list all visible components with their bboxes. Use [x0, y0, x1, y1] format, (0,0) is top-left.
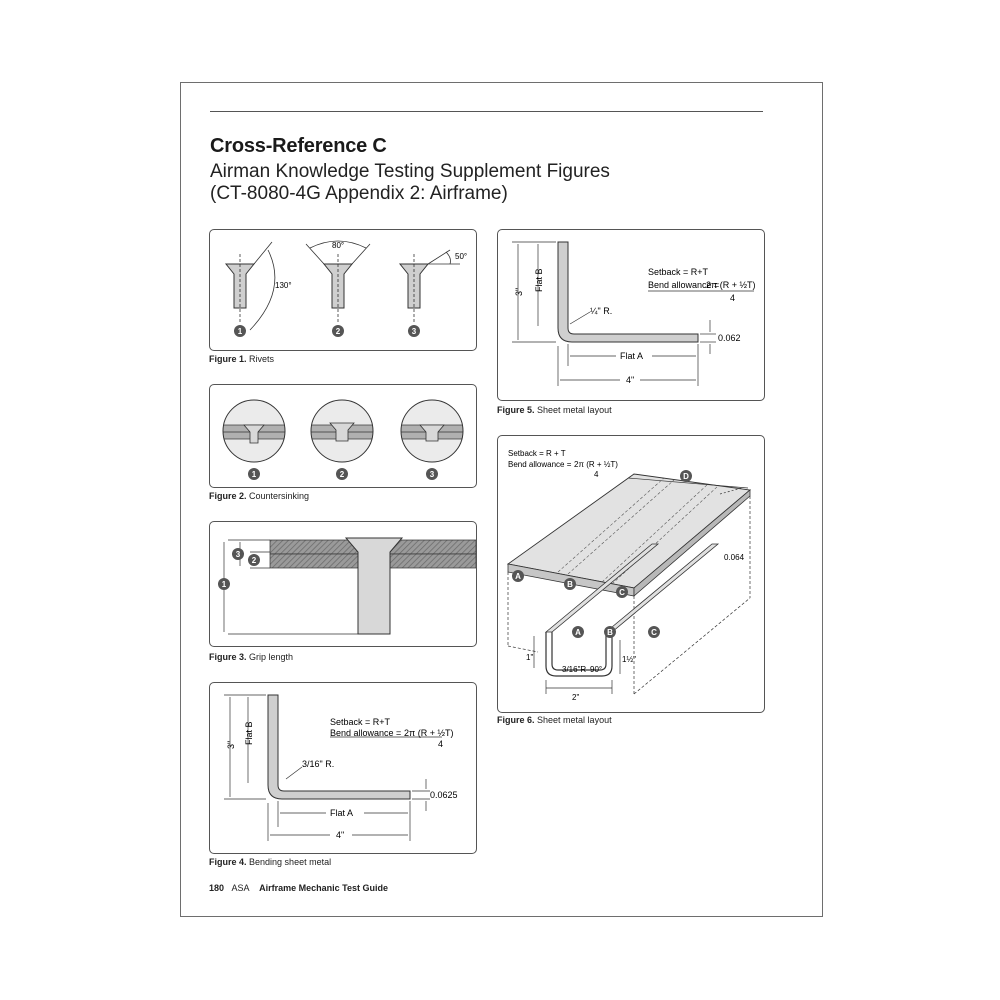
svg-text:2: 2 — [339, 470, 345, 479]
fig6-marker-a-bottom — [572, 626, 584, 638]
subtitle-line-2: (CT-8080-4G Appendix 2: Airframe) — [210, 183, 508, 204]
fig4-radius: 3/16" R. — [302, 759, 335, 769]
svg-text:3: 3 — [411, 327, 417, 336]
fig6-depth: 1½" — [622, 655, 636, 664]
figure-1-rivets — [209, 229, 477, 351]
fig5-setback: Setback = R+T — [648, 267, 709, 277]
fig6-angle: 90° — [590, 665, 603, 674]
fig4-setback: Setback = R+T — [330, 717, 391, 727]
fig6-thickness: 0.064 — [724, 553, 745, 562]
fig6-marker-a-top — [512, 570, 524, 582]
fig5-thickness: 0.062 — [718, 333, 741, 343]
svg-text:C: C — [619, 588, 625, 597]
fig4-flat-b: Flat B — [244, 721, 254, 745]
fig6-marker-b-top — [564, 578, 576, 590]
figure-6-sheet-metal-layout — [497, 435, 765, 713]
svg-text:3: 3 — [429, 470, 435, 479]
svg-text:B: B — [607, 628, 613, 637]
fig1-angle-130: 130° — [275, 281, 292, 290]
fig4-thickness: 0.0625 — [430, 790, 458, 800]
subtitle-line-1: Airman Knowledge Testing Supplement Figures — [210, 161, 610, 182]
fig6-radius: 3/16"R — [562, 665, 587, 674]
figure-1-caption: Figure 1. Rivets — [209, 354, 275, 364]
fig3-marker-1 — [218, 578, 230, 590]
svg-text:1: 1 — [221, 580, 227, 589]
fig2-marker-2 — [336, 468, 348, 480]
figure-1-drawing — [210, 230, 476, 350]
fig5-bend-allowance: Bend allowance = — [648, 280, 720, 290]
figure-4-drawing — [210, 683, 476, 853]
svg-text:C: C — [651, 628, 657, 637]
fig6-marker-b-bottom — [604, 626, 616, 638]
page-subtitle — [210, 161, 610, 205]
figure-2-caption: Figure 2. Countersinking — [209, 491, 310, 501]
fig5-height: 3" — [514, 287, 524, 296]
figure-2-countersinking — [209, 384, 477, 488]
fig4-bend-numerator: 2π (R + ½T) — [404, 728, 454, 738]
fig6-marker-c-bottom — [648, 626, 660, 638]
figure-6-drawing — [498, 436, 764, 712]
figure-3-drawing — [210, 522, 476, 646]
fig1-angle-80: 80° — [332, 241, 345, 250]
fig6-setback: Setback = R + T — [508, 449, 566, 458]
svg-text:B: B — [567, 580, 573, 589]
fig6-width: 2" — [572, 693, 580, 702]
fig4-bend-denominator: 4 — [438, 739, 444, 749]
fig4-bend-allowance: Bend allowance = — [330, 728, 402, 738]
figure-3-grip-length — [209, 521, 477, 647]
svg-text:1: 1 — [251, 470, 257, 479]
page-number: 180 — [209, 883, 225, 893]
fig5-radius: ¼" R. — [590, 306, 613, 316]
fig6-marker-d — [680, 470, 692, 482]
svg-text:3: 3 — [235, 550, 241, 559]
figure-3-caption: Figure 3. Grip length — [209, 652, 294, 662]
figure-6-caption: Figure 6. Sheet metal layout — [497, 715, 612, 725]
fig4-length: 4" — [336, 830, 345, 840]
book-title: Airframe Mechanic Test Guide — [259, 883, 388, 893]
fig6-bend-numerator: 2π (R + ½T) — [574, 460, 618, 469]
fig4-height: 3" — [226, 740, 236, 749]
publisher: ASA — [231, 883, 250, 893]
svg-text:A: A — [515, 572, 521, 581]
svg-text:A: A — [575, 628, 581, 637]
fig6-side: 1" — [526, 653, 534, 662]
page-title: Cross-Reference C — [210, 135, 387, 157]
fig5-bend-denominator: 4 — [730, 293, 736, 303]
figure-4-caption: Figure 4. Bending sheet metal — [209, 857, 332, 867]
figure-5-sheet-metal-layout — [497, 229, 765, 401]
page-footer — [209, 883, 388, 893]
fig5-flat-b: Flat B — [534, 268, 544, 292]
fig1-marker-1 — [234, 325, 246, 337]
figure-5-caption: Figure 5. Sheet metal layout — [497, 405, 612, 415]
fig5-length: 4" — [626, 375, 635, 385]
fig2-marker-1 — [248, 468, 260, 480]
svg-text:D: D — [683, 472, 689, 481]
fig2-marker-3 — [426, 468, 438, 480]
svg-text:1: 1 — [237, 327, 243, 336]
fig1-marker-3 — [408, 325, 420, 337]
fig1-marker-2 — [332, 325, 344, 337]
fig1-angle-50: 50° — [455, 252, 468, 261]
header-rule — [210, 111, 763, 112]
figure-4-bending-sheet-metal — [209, 682, 477, 854]
fig4-flat-a: Flat A — [330, 808, 354, 818]
figure-5-drawing — [498, 230, 764, 400]
fig6-bend-allowance: Bend allowance = — [508, 460, 572, 469]
figure-2-drawing — [210, 385, 476, 487]
fig5-bend-numerator: 2π (R + ½T) — [706, 280, 756, 290]
fig5-flat-a: Flat A — [620, 351, 644, 361]
fig6-bend-denominator: 4 — [594, 470, 599, 479]
fig3-marker-2 — [248, 554, 260, 566]
fig6-marker-c-top — [616, 586, 628, 598]
document-page — [180, 82, 823, 917]
svg-text:2: 2 — [251, 556, 257, 565]
svg-text:2: 2 — [335, 327, 341, 336]
fig3-marker-3 — [232, 548, 244, 560]
